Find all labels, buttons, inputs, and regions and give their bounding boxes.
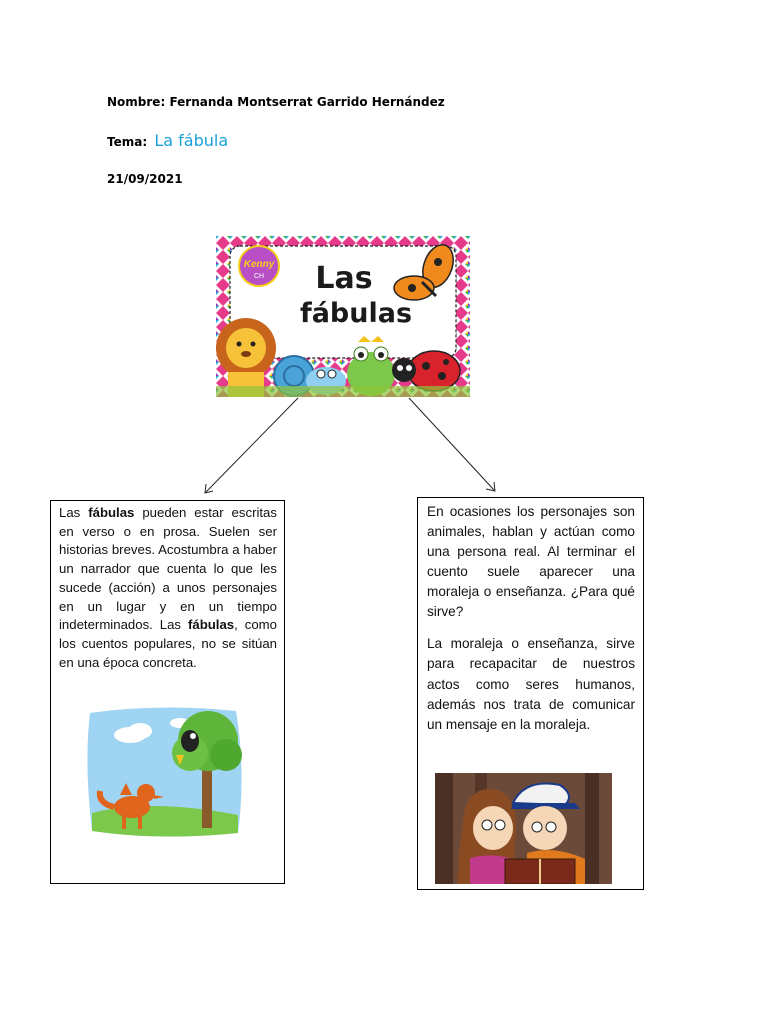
badge-sub: CH — [253, 273, 265, 280]
bold-term: fábulas — [88, 505, 135, 520]
moral-paragraph: La moraleja o enseñanza, sirve para recapacitar de nuestros actos como seres humanos, además nos trata de comunicar un mensaje en la moraleja. — [427, 636, 635, 733]
arrow-left-head — [205, 484, 213, 493]
name-label: Nombre: — [107, 95, 166, 109]
badge-text: Kenny — [243, 259, 275, 270]
student-name-line — [107, 95, 445, 109]
topic-label: Tema: — [107, 135, 148, 149]
topic-line — [107, 131, 228, 150]
bold-term: fábulas — [187, 617, 235, 633]
fox-and-crow-illustration — [80, 703, 246, 841]
fables-definition-text — [59, 504, 277, 672]
arrow-right-head — [486, 482, 495, 491]
topic-value: La fábula — [154, 131, 229, 150]
banner-title-line1: Las — [315, 261, 373, 296]
text-run: pueden estar escritas en verso o en prosa. Suelen ser historias breves. Acostumbra a haber un narrador que cuenta lo que les sucede (acción) a unos personajes en un lugar y en un tiempo indeterminados. Las — [59, 505, 277, 633]
banner-title-line2: fábulas — [299, 298, 413, 329]
fables-banner-image — [216, 236, 470, 397]
arrow-left — [206, 398, 298, 492]
characters-paragraph: En ocasiones los personajes son animales, hablan y actúan como una persona real. Al terminar el cuento suele aparecer una moraleja o enseñanza. ¿Para qué sirve? — [427, 504, 635, 619]
name-value: Fernanda Montserrat Garrido Hernández — [169, 95, 445, 109]
text-run: Las — [59, 505, 89, 520]
arrow-right — [409, 398, 494, 490]
text-run: , como los cuentos populares, no se sitúan en una época concreta. — [59, 617, 277, 670]
date-line: 21/09/2021 — [107, 172, 183, 186]
kids-reading-illustration — [435, 773, 612, 884]
